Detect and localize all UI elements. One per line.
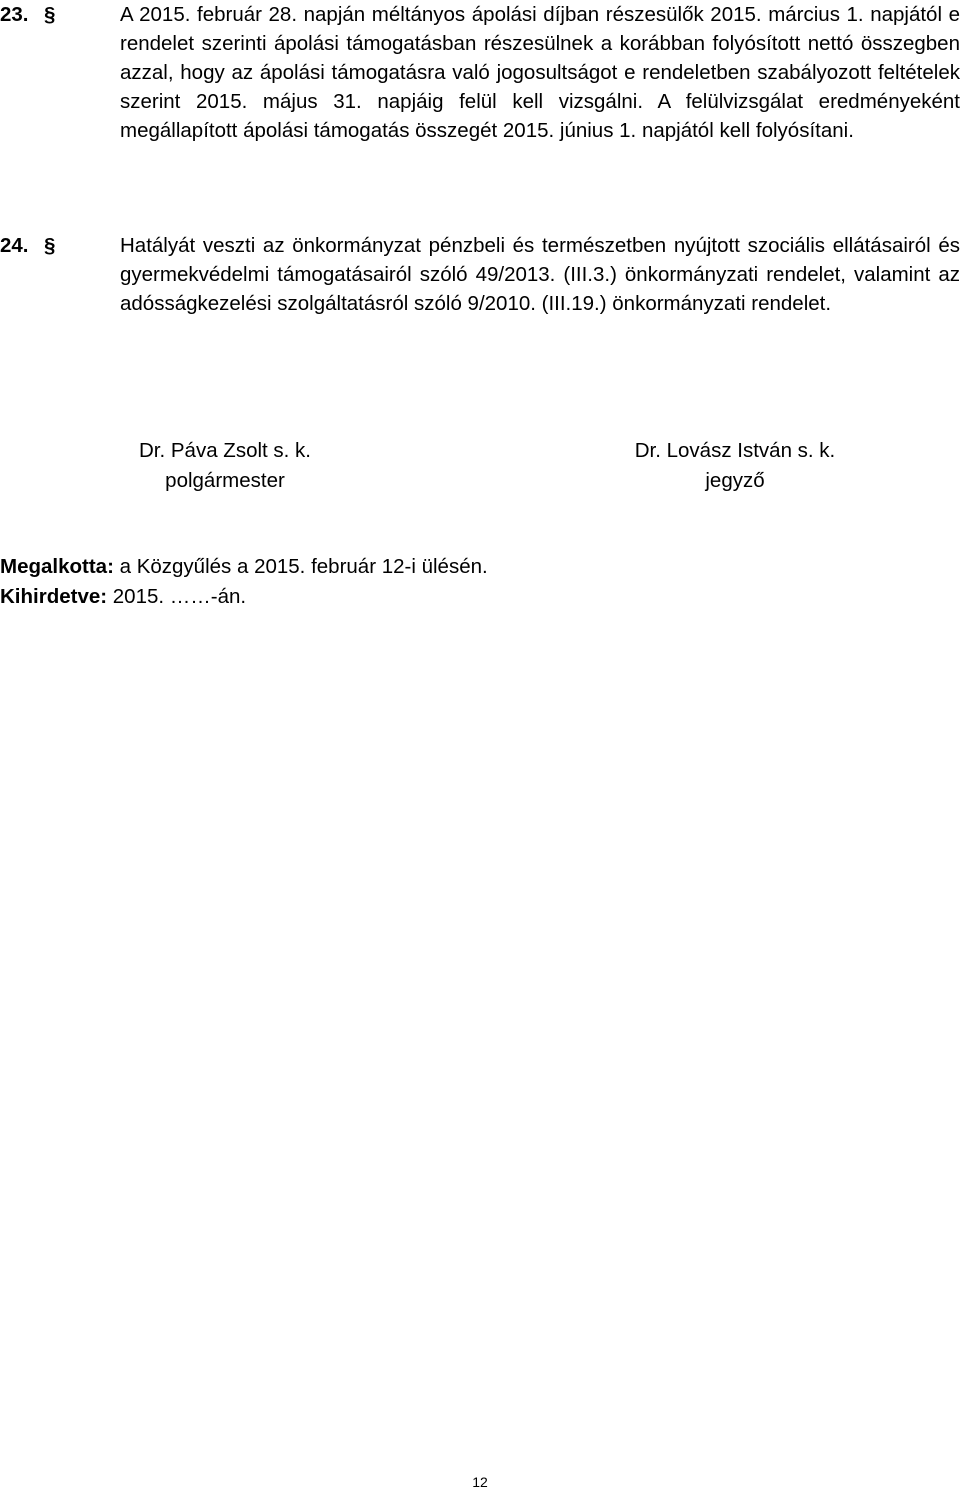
section-number: 24.	[0, 234, 29, 257]
mayor-title: polgármester	[165, 469, 285, 492]
section-sign: §	[44, 3, 56, 26]
notary-name: Dr. Lovász István s. k.	[634, 439, 836, 462]
section-number: 23.	[0, 3, 29, 26]
section-text: A 2015. február 28. napján méltányos ápolási díjban részesülők 2015. március 1. napjától e rendelet szerinti ápolási támogatásban részesülnek a korábban folyósított nettó összegben azzal, hogy az ápolási támogatásra való jogosultságot e rendeletben szabályozott feltételek szerint 2015. május 31. napjáig felül kell vizsgálni. A felülvizsgálat eredményeként megállapított ápolási támogatás összegét 2015. június 1. napjától kell folyósítani.	[120, 3, 960, 142]
adopted-line	[0, 552, 488, 582]
mayor-name: Dr. Páva Zsolt s. k.	[138, 439, 312, 462]
adopted-text: a Közgyűlés a 2015. február 12-i ülésén.	[113, 555, 488, 578]
signature-notary	[595, 436, 875, 496]
page-number: 12	[472, 1474, 488, 1490]
published-label: Kihirdetve:	[0, 585, 108, 608]
signature-mayor	[95, 436, 355, 496]
notary-title: jegyző	[705, 469, 765, 492]
published-line	[0, 582, 246, 612]
published-text: 2015. ……-án.	[107, 585, 247, 608]
section-text: Hatályát veszti az önkormányzat pénzbeli és természetben nyújtott szociális ellátásairól és gyermekvédelmi támogatásairól szóló 49/2013. (III.3.) önkormányzati rendelet, valamint az adósságkezelési szolgáltatásról szóló 9/2010. (III.19.) önkormányzati rendelet.	[120, 234, 960, 315]
section-sign: §	[44, 234, 56, 257]
adopted-label: Megalkotta:	[0, 555, 114, 578]
